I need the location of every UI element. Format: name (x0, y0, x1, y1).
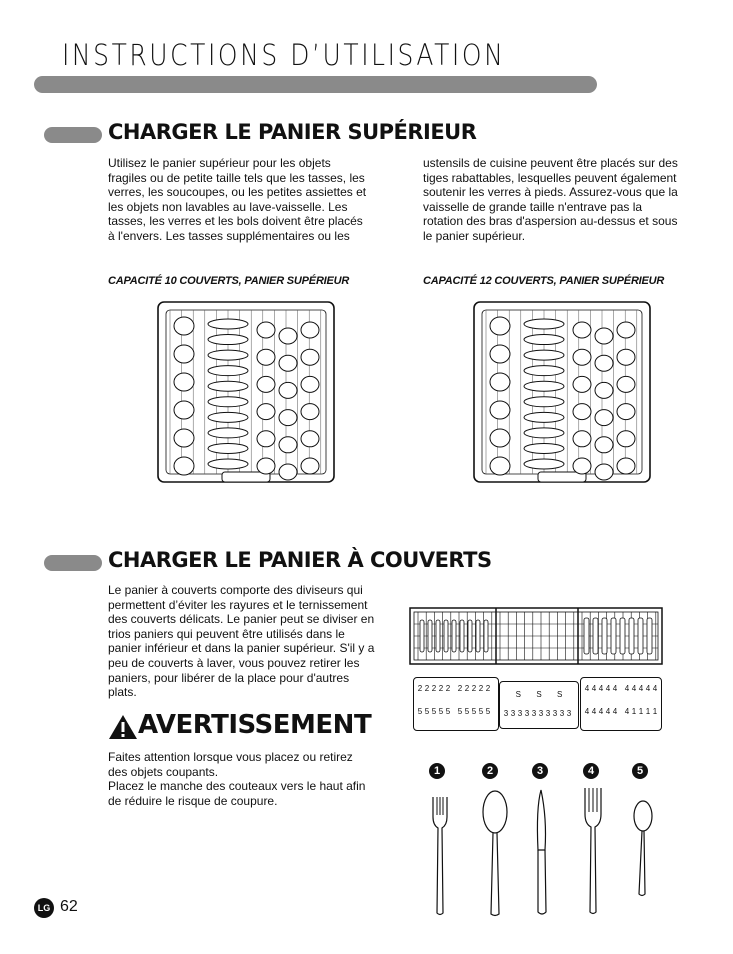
cutlery-basket-text (108, 583, 398, 700)
basket-slot-number: 4 (631, 684, 637, 693)
text-line: Le panier à couverts comporte des diviseurs qui (108, 583, 363, 597)
utensil-handle (420, 620, 424, 652)
basket-slot-number: 4 (584, 707, 590, 716)
basket-slot-number: 1 (638, 707, 644, 716)
cup (174, 401, 194, 419)
plate (208, 350, 248, 360)
utensil-handle (452, 620, 456, 652)
plate (208, 443, 248, 453)
glass (595, 382, 613, 398)
salad-fork-icon (425, 795, 455, 917)
text-line: fragiles ou de petite taille tels que les tasses, les (108, 170, 365, 185)
text-line: Faites attention lorsque vous placez ou retirez (108, 750, 353, 764)
upper-rack-text-col1 (108, 156, 398, 244)
glass (257, 404, 275, 420)
caption-10-settings: CAPACITÉ 10 COUVERTS, PANIER SUPÉRIEUR (108, 275, 350, 287)
text-line: des couverts délicats. Le panier peut se diviser en (108, 612, 375, 627)
text-line: permettent d’éviter les rayures et le ternissement (108, 597, 368, 612)
glass (279, 464, 297, 480)
glass (279, 437, 297, 453)
basket-slot-number: 2 (478, 684, 484, 693)
utensil-number-2: 2 (482, 763, 498, 779)
dinner-fork-icon (578, 786, 608, 918)
basket-slot-number: 4 (584, 684, 590, 693)
text-line: le panier supérieur. (423, 228, 526, 243)
basket-slot-number: 3 (566, 709, 572, 718)
text-line: vaisselle de grande taille n'entrave pas la (423, 199, 643, 214)
basket-slot-number: 2 (485, 684, 491, 693)
basket-slot-number: 1 (631, 707, 637, 716)
utensil-handle (468, 620, 472, 652)
basket-slot-number: 5 (438, 707, 444, 716)
utensil-number-4: 4 (583, 763, 599, 779)
cup (174, 317, 194, 335)
basket-slot-number: 3 (545, 709, 551, 718)
text-line: Utilisez le panier supérieur pour les objets (108, 156, 331, 170)
utensil-handle (444, 620, 448, 652)
text-line: verres, les soucoupes, ou les petites assiettes et (108, 185, 367, 200)
glass (301, 322, 319, 338)
text-line: des objets coupants. (108, 764, 219, 779)
utensil-handle (629, 618, 634, 654)
utensil-handle (460, 620, 464, 652)
glass (301, 458, 319, 474)
text-line: tiges rabattables, lesquelles peuvent également (423, 170, 677, 185)
basket-right-bottom-row (581, 693, 661, 716)
basket-slot-number: 5 (471, 707, 477, 716)
upper-rack-10-illustration (156, 300, 336, 486)
header-bar (34, 76, 597, 93)
basket-slot-number (619, 707, 623, 716)
section-title-upper-rack: CHARGER LE PANIER SUPÉRIEUR (108, 120, 477, 144)
text-line: paniers, pour libérer de la place pour d'autres (108, 670, 350, 685)
text-line: les objets non lavables au lave-vaisselle. Les (108, 199, 348, 214)
utensil-handle (584, 618, 589, 654)
page-number: 62 (60, 898, 78, 915)
glass (257, 376, 275, 392)
glass (301, 431, 319, 447)
basket-slot-number: S (536, 690, 542, 699)
utensil-handle (602, 618, 607, 654)
plate (524, 350, 564, 360)
utensil-handle (484, 620, 488, 652)
basket-middle-bottom-row (500, 699, 578, 718)
plate (524, 397, 564, 407)
plate (208, 397, 248, 407)
plate (208, 366, 248, 376)
basket-slot-number: 3 (517, 709, 523, 718)
glass (257, 458, 275, 474)
plate (208, 412, 248, 422)
glass (573, 349, 591, 365)
glass (257, 349, 275, 365)
text-line: tasses, les verres et les bols doivent être placés (108, 214, 363, 229)
utensil-handle (638, 618, 643, 654)
glass (301, 404, 319, 420)
cutlery-basket-top-view-illustration (408, 598, 664, 670)
basket-left-top-row (414, 678, 498, 693)
warning-title: AVERTISSEMENT (138, 710, 372, 740)
basket-slot-number: 4 (645, 684, 651, 693)
plate (208, 459, 248, 469)
basket-slot-number: 2 (464, 684, 470, 693)
teaspoon-icon (630, 800, 656, 898)
glass (279, 410, 297, 426)
basket-slot-number: 4 (638, 684, 644, 693)
glass (573, 431, 591, 447)
basket-slot-number: 5 (445, 707, 451, 716)
basket-slot-number: 5 (417, 707, 423, 716)
basket-right-top-row (581, 678, 661, 693)
basket-slot-number: 1 (652, 707, 658, 716)
glass (257, 431, 275, 447)
basket-slot-number (452, 707, 456, 716)
utensil-number-1: 1 (429, 763, 445, 779)
cup (174, 345, 194, 363)
basket-right-compartment (580, 677, 662, 731)
glass (595, 355, 613, 371)
utensil-handle (620, 618, 625, 654)
text-line: ustensils de cuisine peuvent être placés sur des (423, 156, 678, 170)
upper-rack-12-illustration (472, 300, 652, 486)
basket-slot-number: 2 (471, 684, 477, 693)
glass (617, 376, 635, 392)
plate (524, 412, 564, 422)
cup (490, 457, 510, 475)
page-header-title: INSTRUCTIONS D’UTILISATION (62, 38, 506, 72)
glass (279, 328, 297, 344)
text-line: à l'envers. Les tasses supplémentaires ou les (108, 228, 350, 243)
text-line: rotation des bras d'aspersion au-dessus et sous (423, 214, 678, 229)
basket-slot-number: 3 (531, 709, 537, 718)
basket-slot-number: 5 (464, 707, 470, 716)
plate (524, 459, 564, 469)
plate (524, 443, 564, 453)
basket-slot-number: 3 (524, 709, 530, 718)
plate (524, 381, 564, 391)
glass (617, 349, 635, 365)
upper-rack-text-col2 (423, 156, 713, 244)
plate (524, 366, 564, 376)
warning-text (108, 750, 398, 808)
glass (595, 437, 613, 453)
basket-slot-number: 4 (624, 684, 630, 693)
basket-slot-number (619, 684, 623, 693)
basket-slot-number: 4 (652, 684, 658, 693)
soup-spoon-icon (478, 790, 512, 918)
glass (279, 382, 297, 398)
basket-slot-number: 3 (552, 709, 558, 718)
basket-left-bottom-row (414, 693, 498, 716)
glass (595, 410, 613, 426)
utensil-handle (593, 618, 598, 654)
glass (595, 464, 613, 480)
knife-icon (530, 788, 554, 918)
caption-12-settings: CAPACITÉ 12 COUVERTS, PANIER SUPÉRIEUR (423, 275, 665, 287)
basket-slot-number: 2 (424, 684, 430, 693)
basket-slot-number: 4 (624, 707, 630, 716)
basket-slot-number: 3 (538, 709, 544, 718)
glass (573, 322, 591, 338)
plate (524, 319, 564, 329)
cup (490, 401, 510, 419)
basket-slot-number: S (515, 690, 521, 699)
glass (595, 328, 613, 344)
plate (208, 335, 248, 345)
glass (301, 376, 319, 392)
basket-slot-number: 2 (445, 684, 451, 693)
cup (174, 373, 194, 391)
basket-slot-number: 4 (605, 684, 611, 693)
utensil-handle (476, 620, 480, 652)
basket-left-compartment (413, 677, 499, 731)
lg-logo: LG (34, 898, 54, 918)
glass (279, 355, 297, 371)
glass (573, 458, 591, 474)
text-line: soutenir les verres à pieds. Assurez-vous que la (423, 185, 678, 200)
utensil-handle (428, 620, 432, 652)
basket-slot-number: 5 (478, 707, 484, 716)
basket-slot-number: 4 (598, 707, 604, 716)
utensil-handle (436, 620, 440, 652)
cup (490, 345, 510, 363)
basket-slot-number: 4 (612, 707, 618, 716)
text-line: Placez le manche des couteaux vers le haut afin (108, 779, 366, 794)
basket-slot-number: 2 (438, 684, 444, 693)
basket-slot-number: 4 (591, 707, 597, 716)
text-line: plats. (108, 685, 137, 700)
basket-slot-number (452, 684, 456, 693)
glass (617, 404, 635, 420)
basket-slot-number: 5 (424, 707, 430, 716)
basket-slot-number: 4 (612, 684, 618, 693)
text-line: de réduire le risque de coupure. (108, 793, 278, 808)
basket-middle-top-row (500, 682, 578, 699)
glass (301, 349, 319, 365)
plate (208, 319, 248, 329)
glass (573, 376, 591, 392)
utensil-number-5: 5 (632, 763, 648, 779)
plate (524, 335, 564, 345)
cup (490, 429, 510, 447)
text-line: trios paniers qui peuvent être utilisés dans le (108, 626, 345, 641)
basket-slot-number: 5 (485, 707, 491, 716)
basket-slot-number: 5 (457, 707, 463, 716)
glass (617, 322, 635, 338)
glass (257, 322, 275, 338)
basket-slot-number: 3 (510, 709, 516, 718)
basket-slot-number: 2 (457, 684, 463, 693)
cup (174, 457, 194, 475)
basket-slot-number: 3 (559, 709, 565, 718)
warning-triangle-icon (108, 714, 138, 740)
utensil-handle (611, 618, 616, 654)
basket-middle-compartment (499, 681, 579, 729)
glass (573, 404, 591, 420)
basket-slot-number: 4 (591, 684, 597, 693)
basket-slot-number: 1 (645, 707, 651, 716)
cup (490, 373, 510, 391)
basket-slot-number: 2 (417, 684, 423, 693)
basket-slot-number: 3 (503, 709, 509, 718)
section-title-cutlery-basket: CHARGER LE PANIER À COUVERTS (108, 548, 492, 572)
cup (174, 429, 194, 447)
glass (617, 431, 635, 447)
text-line: peu de couverts à laver, vous pouvez retirer les (108, 655, 360, 670)
glass (617, 458, 635, 474)
section-marker (44, 555, 102, 571)
plate (208, 428, 248, 438)
text-line: panier inférieur et dans la panier supérieur. S'il y a (108, 641, 375, 656)
basket-slot-number: 4 (605, 707, 611, 716)
plate (524, 428, 564, 438)
basket-slot-number: 5 (431, 707, 437, 716)
utensil-handle (647, 618, 652, 654)
plate (208, 381, 248, 391)
basket-slot-number: S (556, 690, 563, 699)
cup (490, 317, 510, 335)
utensil-number-3: 3 (532, 763, 548, 779)
basket-slot-number: 4 (598, 684, 604, 693)
section-marker (44, 127, 102, 143)
basket-slot-number: 2 (431, 684, 437, 693)
